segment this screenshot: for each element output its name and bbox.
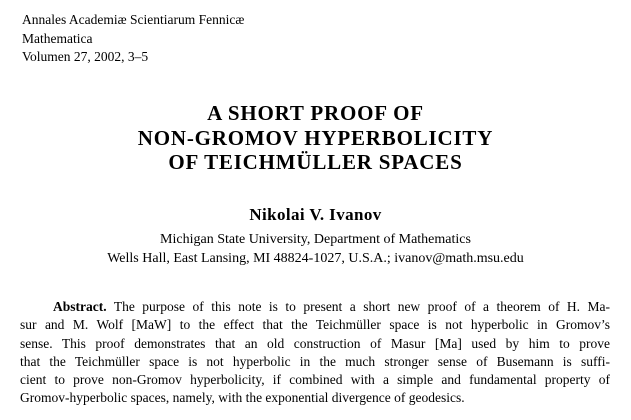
abstract-line: cient to prove non-Gromov hyperbolicity, if combined with a simple and fundamental property of (20, 372, 610, 388)
affiliation-line-1: Michigan State University, Department of Mathematics (160, 232, 471, 247)
title-line-3: OF TEICHMÜLLER SPACES (168, 150, 463, 174)
title-line-2: NON-GROMOV HYPERBOLICITY (137, 125, 494, 150)
abstract-line-text: The purpose of this note is to present a short new proof of a theorem of H. Ma- (113, 299, 610, 314)
journal-series: Mathematica (22, 30, 93, 46)
abstract-line (20, 298, 610, 316)
journal-header (22, 11, 244, 67)
abstract-label: Abstract. (53, 299, 107, 314)
abstract-line: that the Teichmüller space is not hyperbolic in the much stronger sense of Busemann is suffi- (20, 353, 610, 369)
paper-title (0, 101, 631, 175)
abstract-paragraph (20, 298, 610, 408)
abstract-line: sur and M. Wolf [MaW] to the effect that the Teichmüller space is not hyperbolic in Gromov’s (20, 317, 610, 333)
author-name: Nikolai V. Ivanov (249, 205, 382, 224)
journal-volume-info: Volumen 27, 2002, 3–5 (22, 49, 149, 64)
title-line-1: A SHORT PROOF OF (207, 101, 424, 125)
affiliation-line-2: Wells Hall, East Lansing, MI 48824-1027, U.S.A.; ivanov@math.msu.edu (107, 250, 524, 266)
abstract-line: Gromov-hyperbolic spaces, namely, with the exponential divergence of geodesics. (20, 390, 465, 406)
affiliation (0, 231, 631, 268)
abstract-line: sense. This proof demonstrates that an old construction of Masur [Ma] used by him to prove (20, 335, 610, 351)
journal-name: Annales Academiæ Scientiarum Fennicæ (22, 12, 245, 27)
